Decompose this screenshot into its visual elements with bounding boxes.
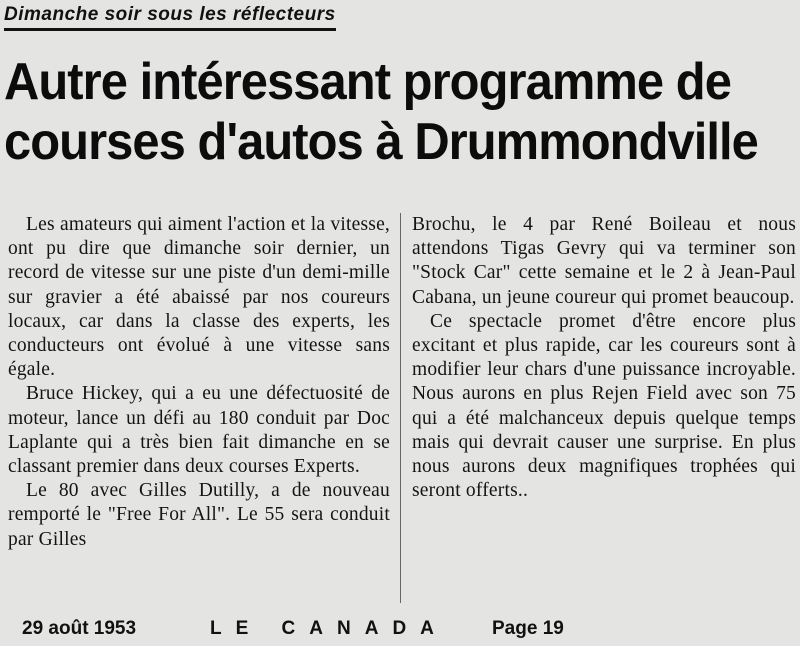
column-divider [400,213,401,603]
paragraph: Bruce Hickey, qui a eu une défectuosité de moteur, lance un défi au 180 conduit par Doc Laplante qui a très bien fait dimanche en se classant premier dans deux courses Experts. [8,383,390,478]
headline-line-1: Autre intéressant programme de [4,53,731,111]
paragraph: Le 80 avec Gilles Dutilly, a de nouveau remporté le "Free For All". Le 55 sera conduit par Gilles [8,480,390,550]
footer-date: 29 août 1953 [22,618,137,639]
kicker-headline: Dimanche soir sous les réflecteurs [4,4,336,31]
page-footer [0,615,800,645]
headline-line-2: courses d'autos à Drummondville [4,113,758,171]
paragraph: Les amateurs qui aiment l'action et la vitesse, ont pu dire que dimanche soir dernier, un record de vitesse sur une piste d'un demi-mille sur gravier a été abaissé par nos coureurs locaux, car dans la classe des experts, les conducteurs ont évolué à une vitesse sans égale. [8,214,390,381]
article-column-right [412,213,796,503]
footer-newspaper-name: LE CANADA [210,618,448,639]
article-column-left [8,213,390,552]
main-headline [4,52,758,172]
paragraph: Ce spectacle promet d'être encore plus excitant et plus rapide, car les coureurs sont à modifier leur chars d'une puissance incroyable. Nous aurons en plus Rejen Field avec son 75 qui a été malchanceux depuis quelque temps mais qui devrait causer une surprise. En plus nous aurons deux magnifiques trophées qui seront offerts.. [412,310,796,502]
footer-page-number: Page 19 [492,618,564,639]
paragraph: Brochu, le 4 par René Boileau et nous attendons Tigas Gevry qui va terminer son "Stock Car" cette semaine et le 2 à Jean-Paul Cabana, un jeune coureur qui promet beaucoup. [412,214,796,308]
